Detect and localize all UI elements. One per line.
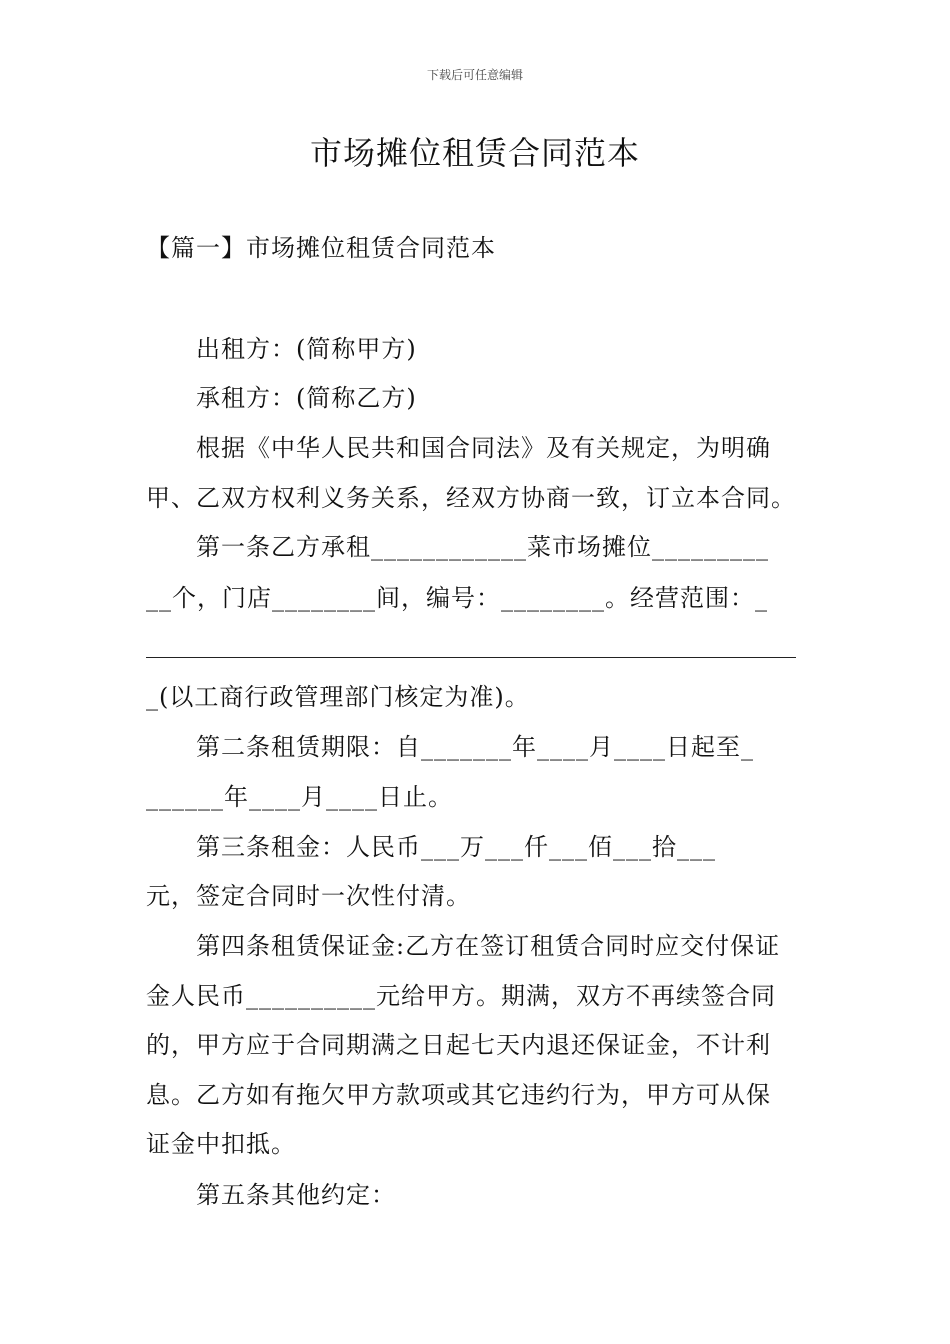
article-2-line-2: ______年____月____日止。 [146, 783, 453, 811]
lessee-line: 承租方：(简称乙方) [196, 384, 417, 412]
article-5-line-1: 第五条其他约定： [196, 1181, 396, 1209]
document-title: 市场摊位租赁合同范本 [309, 134, 640, 172]
preamble-line-1: 根据《中华人民共和国合同法》及有关规定，为明确 [196, 434, 771, 462]
article-1-line-2: __个，门店________间，编号：________。经营范围：_ [146, 584, 768, 612]
article-1-line-1: 第一条乙方承租____________菜市场摊位_________ [196, 533, 769, 561]
article-1-line-3: _(以工商行政管理部门核定为准)。 [146, 683, 530, 711]
lessor-line: 出租方：(简称甲方) [196, 335, 417, 363]
article-4-line-1: 第四条租赁保证金:乙方在签订租赁合同时应交付保证 [196, 932, 781, 960]
header-note: 下载后可任意编辑 [426, 68, 523, 82]
article-2-line-1: 第二条租赁期限：自_______年____月____日起至_ [196, 733, 754, 761]
blank-rule [146, 657, 796, 658]
article-3-line-1: 第三条租金：人民币___万___仟___佰___拾___ [196, 833, 716, 861]
section-heading: 【篇一】市场摊位租赁合同范本 [146, 234, 496, 262]
article-4-line-2: 金人民币__________元给甲方。期满，双方不再续签合同 [146, 982, 776, 1010]
article-4-line-5: 证金中扣抵。 [146, 1130, 296, 1158]
article-4-line-3: 的，甲方应于合同期满之日起七天内退还保证金，不计利 [146, 1031, 771, 1059]
article-4-line-4: 息。乙方如有拖欠甲方款项或其它违约行为，甲方可从保 [146, 1081, 771, 1109]
preamble-line-2: 甲、乙双方权利义务关系，经双方协商一致，订立本合同。 [146, 484, 796, 512]
article-3-line-2: 元，签定合同时一次性付清。 [146, 882, 471, 910]
